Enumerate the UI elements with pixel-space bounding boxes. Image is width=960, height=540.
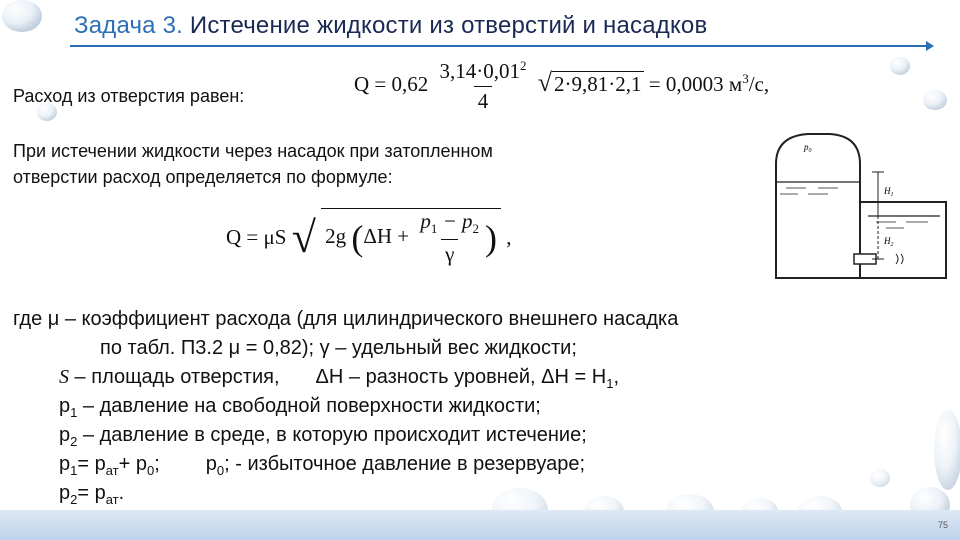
- def-plus-p0: + p: [118, 453, 147, 475]
- page-number: 75: [938, 520, 949, 530]
- def-dh-sub: 1: [606, 376, 614, 391]
- definition-row-7: [13, 479, 678, 508]
- formula1-rhs-exp: 3: [742, 70, 749, 86]
- intro-line-2: отверстии расход определяется по формуле:: [13, 167, 393, 187]
- label-h1: $H_1$: [884, 186, 894, 198]
- discharge-label: Расход из отверстия равен:: [13, 86, 245, 106]
- formula2-fraction: [416, 209, 483, 267]
- definition-row-1: где μ – коэффициент расхода (для цилиндрического внешнего насадка: [13, 308, 679, 330]
- formula2-two-g: 2g: [325, 223, 347, 248]
- formula2-lhs: Q = μS: [226, 225, 287, 250]
- def-dh-trail: ,: [613, 366, 620, 388]
- def-p1eq-sub: 1: [70, 463, 78, 478]
- nozzle-formula: [226, 208, 512, 267]
- def-pat-sub: ат: [105, 463, 119, 478]
- formula2-trail: ,: [506, 225, 512, 250]
- def-p2eq-trail: .: [118, 482, 125, 504]
- title-text: Истечение жидкости из отверстий и насадков: [189, 12, 708, 39]
- def-p2-sub: 2: [70, 434, 78, 449]
- def-s-text: – площадь отверстия,: [69, 366, 280, 388]
- formula1-radicand: 2·9,81·2,1: [554, 71, 642, 96]
- formula2-delta-h: ΔH +: [363, 223, 410, 248]
- def-p2eq-sub: 2: [70, 492, 78, 507]
- formula2-p1: p: [420, 209, 431, 233]
- formula2-sqrt-sign: √: [291, 213, 316, 263]
- def-p0-symbol: p: [205, 453, 217, 475]
- def-semicolon: ;: [154, 453, 160, 475]
- formula1-numerator-exp: 2: [520, 58, 527, 73]
- definition-row-3: [13, 363, 678, 392]
- formula2-p2-sub: 2: [472, 221, 480, 237]
- def-p1eq-symbol: p: [59, 453, 71, 475]
- footer-band: [0, 510, 960, 540]
- formula2-minus-p2: − p: [437, 209, 473, 233]
- def-p1-text: – давление на свободной поверхности жидкости;: [77, 395, 541, 417]
- title-number: Задача 3.: [74, 12, 184, 39]
- def-p2eq-symbol: p: [59, 482, 71, 504]
- def-p1-symbol: p: [59, 395, 71, 417]
- discharge-formula: [354, 58, 769, 114]
- definition-row-6: [13, 450, 678, 479]
- label-h2: $H_2$: [884, 236, 894, 248]
- definition-row-4: [13, 392, 678, 421]
- def-p2-symbol: p: [59, 424, 71, 446]
- label-p0: $p_0$: [804, 142, 812, 154]
- def-s-symbol: S: [59, 366, 69, 388]
- def-p2eq-pat-sub: ат: [105, 492, 119, 507]
- def-pat: = p: [77, 453, 106, 475]
- tank-diagram: [768, 128, 953, 298]
- def-p0-text: ; - избыточное давление в резервуаре;: [224, 453, 586, 475]
- formula2-p1-sub: 1: [430, 221, 438, 237]
- formula1-sqrt-sign: √: [537, 67, 553, 97]
- definitions-list: [13, 305, 678, 508]
- formula1-rhs-unit: /с,: [748, 71, 770, 96]
- def-p1-sub: 1: [70, 405, 78, 420]
- formula1-fraction: [436, 58, 531, 114]
- formula1-denominator: 4: [474, 86, 493, 114]
- page-title: [74, 12, 707, 40]
- intro-line-1: При истечении жидкости через насадок при затопленном: [13, 141, 493, 161]
- arrowhead-icon: [926, 41, 934, 51]
- definition-row-5: [13, 421, 678, 450]
- def-plus-p0-sub: 0: [146, 463, 155, 478]
- def-p2-text: – давление в среде, в которую происходит истечение;: [77, 424, 587, 446]
- formula1-numerator: 3,14·0,01: [439, 59, 521, 83]
- def-dh-text: ΔH – разность уровней, ΔH = H: [315, 366, 607, 388]
- formula1-lhs: Q = 0,62: [354, 71, 429, 96]
- def-p0-sub: 0: [216, 463, 225, 478]
- formula1-rhs: = 0,0003 м: [648, 71, 743, 96]
- formula2-radicand: 2g (ΔH + $\frac{p_1 - p_2}{\gamma}$ ): [321, 208, 501, 267]
- title-underline: [70, 45, 928, 47]
- formula2-denominator: γ: [441, 239, 458, 267]
- definition-row-2: по табл. П3.2 μ = 0,82); γ – удельный вес жидкости;: [100, 337, 577, 359]
- def-p2eq-pat: = p: [77, 482, 106, 504]
